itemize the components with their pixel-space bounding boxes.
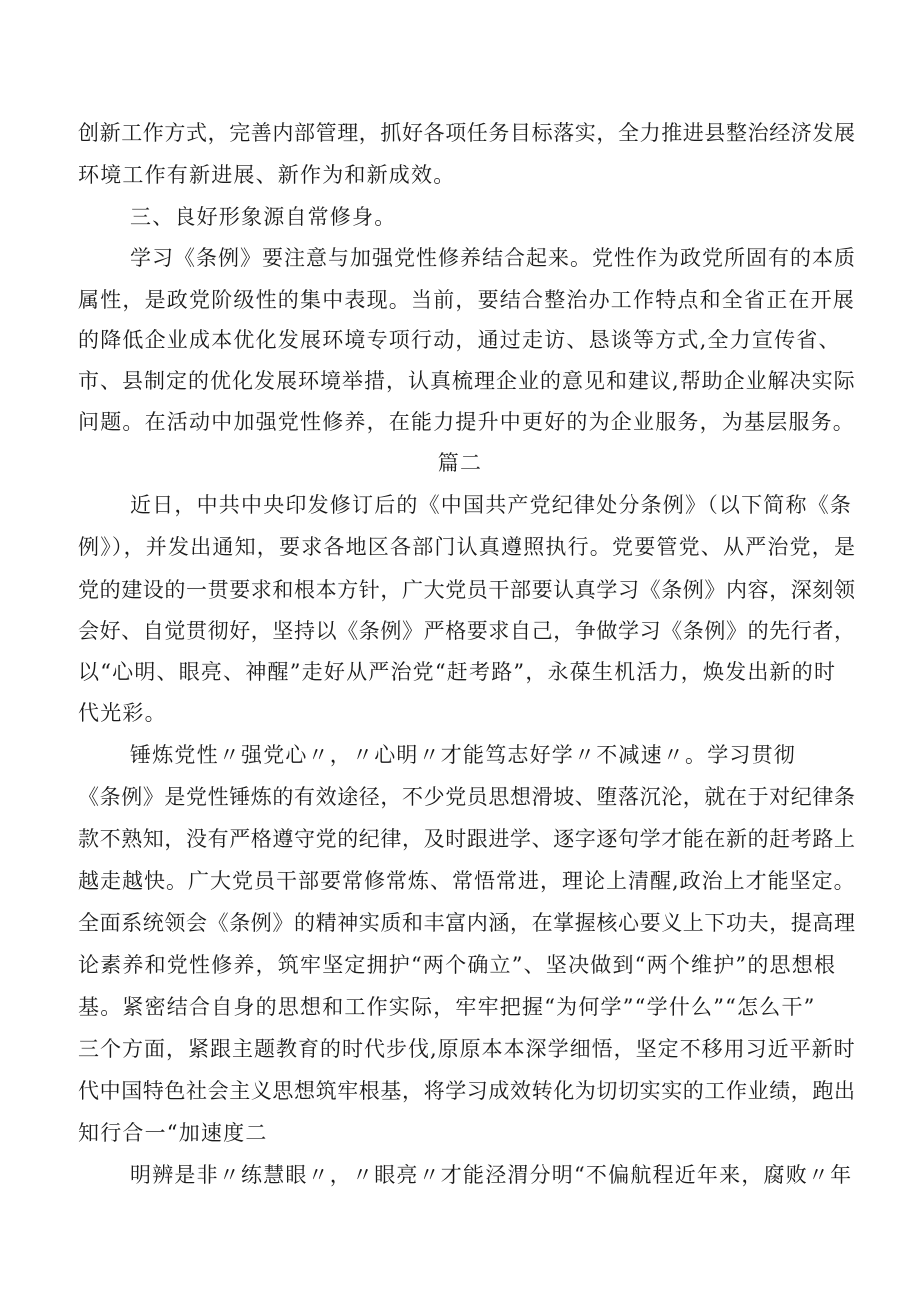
paragraph-line: 例》），并发出通知，要求各地区各部门认真遵照执行。党要管党、从严治党，是 bbox=[78, 535, 857, 559]
paragraph-line: 知行合一“加速度二 bbox=[78, 1121, 268, 1145]
paragraph-line: 学习《条例》要注意与加强党性修养结合起来。党性作为政党所固有的本质 bbox=[130, 246, 856, 270]
section-heading: 三、良好形象源自常修身。 bbox=[130, 205, 397, 229]
paragraph-line: 论素养和党性修养，筑牢坚定拥护“两个确立”、坚决做到“两个维护”的思想根 bbox=[78, 953, 837, 977]
paragraph-line: 款不熟知，没有严格遵守党的纪律，及时跟进学、逐字逐句学才能在新的赶考路上 bbox=[78, 827, 856, 851]
paragraph-line: 市、县制定的优化发展环境举措，认真梳理企业的意见和建议,帮助企业解决实际 bbox=[78, 369, 856, 393]
paragraph-line: 属性，是政党阶级性的集中表现。当前，要结合整治办工作特点和全省正在开展 bbox=[78, 288, 855, 312]
paragraph-line: 会好、自觉贯彻好，坚持以《条例》严格要求自己，争做学习《条例》的先行者， bbox=[78, 619, 856, 643]
part-title: 篇二 bbox=[437, 451, 483, 475]
paragraph-line: 代中国特色社会主义思想筑牢根基，将学习成效转化为切切实实的工作业绩，跑出 bbox=[78, 1079, 856, 1103]
paragraph-line: 创新工作方式，完善内部管理，抓好各项任务目标落实，全力推进县整治经济发展 bbox=[78, 121, 856, 145]
paragraph-line: 越走越快。广大党员干部要常修常炼、常悟常进，理论上清醒,政治上才能坚定。 bbox=[78, 869, 856, 893]
paragraph-line: 近日，中共中央印发修订后的《中国共产党纪律处分条例》（以下简称《条 bbox=[130, 493, 853, 517]
paragraph-line: 的降低企业成本优化发展环境专项行动，通过走访、恳谈等方式,全力宣传省、 bbox=[78, 328, 841, 352]
paragraph-line: 《条例》是党性锤炼的有效途径，不少党员思想滑坡、堕落沉沦，就在于对纪律条 bbox=[78, 785, 856, 809]
paragraph-line: 锤炼党性〃强党心〃，〃心明〃才能笃志好学〃不减速〃。学习贯彻 bbox=[130, 743, 796, 767]
paragraph-line: 三个方面，紧跟主题教育的时代步伐,原原本本深学细悟，坚定不移用习近平新时 bbox=[78, 1037, 856, 1061]
paragraph-line: 基。紧密结合自身的思想和工作实际，牢牢把握“为何学”“学什么”“怎么干” bbox=[78, 995, 816, 1019]
paragraph-line: 问题。在活动中加强党性修养，在能力提升中更好的为企业服务，为基层服务。 bbox=[78, 410, 855, 434]
paragraph-line: 全面系统领会《条例》的精神实质和丰富内涵，在掌握核心要义上下功夫，提高理 bbox=[78, 911, 856, 935]
paragraph-line: 代光彩。 bbox=[78, 701, 167, 725]
paragraph-line: 环境工作有新进展、新作为和新成效。 bbox=[78, 163, 456, 187]
paragraph-line: 明辨是非〃练慧眼〃，〃眼亮〃才能泾渭分明“不偏航程近年来，腐败〃年 bbox=[130, 1163, 853, 1187]
paragraph-line: 以“心明、眼亮、神醒”走好从严治党“赶考路”，永葆生机活力，焕发出新的时 bbox=[78, 660, 837, 684]
paragraph-line: 党的建设的一贯要求和根本方针，广大党员干部要认真学习《条例》内容，深刻领 bbox=[78, 578, 856, 602]
